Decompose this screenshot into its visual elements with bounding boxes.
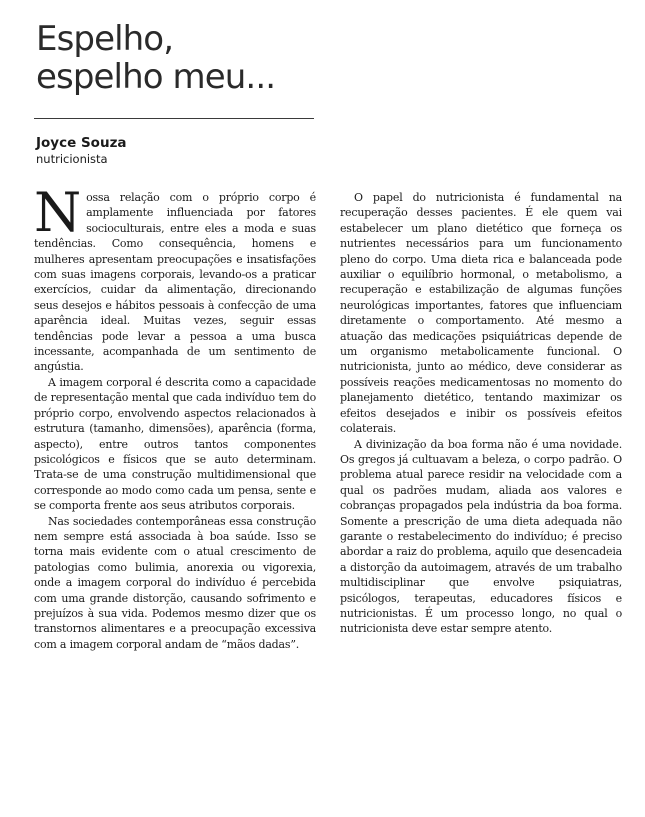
article-column-right: [340, 190, 622, 810]
article-paragraph-1: [34, 190, 316, 375]
article-paragraph-1-text: ossa relação com o próprio corpo é amplamente influenciada por fatores socioculturais, entre eles a moda e suas tendências. Como consequência, homens e mulheres apresentam preocupações e insatisfações com suas imagens corporais, levando-os a praticar exercícios, cuidar da alimentação, direcionando seus desejos e hábitos pessoais à confecção de uma aparência ideal. Muitas vezes, seguir essas tendências pode levar a pessoa a uma busca incessante, acompanhada de um sentimento de angústia.: [34, 191, 316, 374]
author-role: nutricionista: [36, 152, 108, 166]
author-name: Joyce Souza: [36, 135, 127, 151]
headline-divider: [34, 118, 314, 119]
drop-cap: N: [34, 190, 82, 244]
article-paragraph-4: O papel do nutricionista é fundamental na recuperação desses pacientes. É ele quem vai estabelecer um plano dietético que forneça os nutrientes necessários para um funcionamento pleno do corpo. Uma dieta rica e balanceada pode auxiliar o equilíbrio hormonal, o metabolismo, a recuperação e estabilização de algumas funções neurológicas importantes, fatores que influenciam diretamente o comportamento. Até mesmo a atuação das medicações psiquiátricas depende de um organismo metabolicamente funcional. O nutricionista, junto ao médico, deve considerar as possíveis reações medicamentosas no momento do planejamento dietético, tentando maximizar os efeitos desejados e inibir os possíveis efeitos colaterais.: [340, 191, 622, 436]
article-paragraph-5: A divinização da boa forma não é uma novidade. Os gregos já cultuavam a beleza, o corpo padrão. O problema atual parece residir na velocidade com a qual os padrões mudam, aliada aos valores e cobranças propagados pela indústria da boa forma. Somente a prescrição de uma dieta adequada não garante o restabelecimento do indivíduo; é preciso abordar a raiz do problema, aquilo que desencadeia a distorção da autoimagem, através de um trabalho multidisciplinar que envolve psiquiatras, psicólogos, terapeutas, educadores físicos e nutricionistas. É um processo longo, no qual o nutricionista deve estar sempre atento.: [340, 437, 622, 636]
article-column-left: [34, 190, 316, 810]
headline-line-2: espelho meu...: [36, 57, 276, 97]
headline-line-1: Espelho,: [36, 19, 174, 59]
article-paragraph-3: Nas sociedades contemporâneas essa construção nem sempre está associada à boa saúde. Isso se torna mais evidente com o atual crescimento de patologias como bulimia, anorexia ou vigorexia, onde a imagem corporal do indivíduo é percebida com uma grande distorção, causando sofrimento e prejuízos à sua vida. Podemos mesmo dizer que os transtornos alimentares e a preocupação excessiva com a imagem corporal andam de “mãos dadas”.: [34, 514, 316, 651]
headline: [36, 20, 356, 96]
article-paragraph-2: A imagem corporal é descrita como a capacidade de representação mental que cada indivíduo tem do próprio corpo, envolvendo aspectos relacionados à estrutura (tamanho, dimensões), aparência (forma, aspecto), entre outros tantos componentes psicológicos e físicos que se auto determinam. Trata-se de uma construção multidimensional que corresponde ao modo como cada um pensa, sente e se comporta frente aos seus atributos corporais.: [34, 375, 316, 513]
